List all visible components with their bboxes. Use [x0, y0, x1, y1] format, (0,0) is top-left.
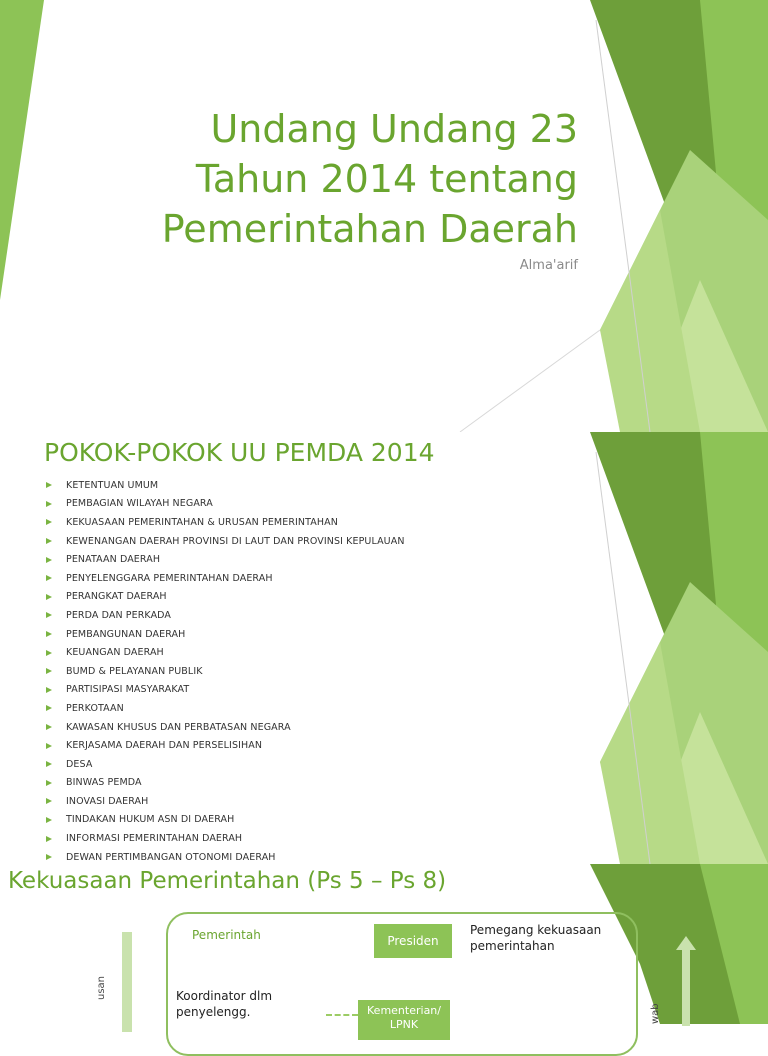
list-item	[46, 681, 405, 700]
vertical-bar	[122, 932, 132, 1032]
list-item-text: PERKOTAAN	[66, 702, 124, 714]
list-item-text: DEWAN PERTIMBANGAN OTONOMI DAERAH	[66, 851, 276, 863]
slide-title: POKOK-POKOK UU PEMDA 2014	[44, 438, 435, 467]
list-item-text: TINDAKAN HUKUM ASN DI DAERAH	[66, 814, 235, 826]
list-item-text: DESA	[66, 758, 93, 770]
box-line: Kementerian/	[367, 1004, 441, 1017]
topic-list	[46, 476, 405, 866]
bullet-arrow-icon	[46, 482, 52, 488]
list-item	[46, 811, 405, 830]
side-label-left: usan	[96, 975, 107, 1000]
bullet-arrow-icon	[46, 724, 52, 730]
bullet-arrow-icon	[46, 668, 52, 674]
list-item	[46, 792, 405, 811]
list-item	[46, 736, 405, 755]
list-item	[46, 829, 405, 848]
list-item-text: PERDA DAN PERKADA	[66, 609, 172, 621]
list-item	[46, 774, 405, 793]
note-line: penyelengg.	[176, 1005, 251, 1019]
presiden-box: Presiden	[374, 924, 452, 958]
bullet-arrow-icon	[46, 538, 52, 544]
list-item	[46, 532, 405, 551]
list-item	[46, 588, 405, 607]
list-item-text: KEKUASAAN PEMERINTAHAN & URUSAN PEMERINTAHAN	[66, 516, 338, 528]
list-item	[46, 569, 405, 588]
bullet-arrow-icon	[46, 798, 52, 804]
list-item-text: INOVASI DAERAH	[66, 795, 149, 807]
slide-kekuasaan	[0, 864, 768, 1031]
bullet-arrow-icon	[46, 817, 52, 823]
list-item	[46, 755, 405, 774]
list-item	[46, 643, 405, 662]
presentation-title	[162, 104, 578, 254]
bullet-arrow-icon	[46, 612, 52, 618]
note-line: pemerintahan	[470, 939, 555, 953]
bullet-arrow-icon	[46, 761, 52, 767]
list-item-text: PERANGKAT DAERAH	[66, 591, 167, 603]
kementerian-box	[358, 1000, 450, 1040]
pemerintah-label: Pemerintah	[192, 928, 261, 942]
slide-pokok-pokok	[0, 432, 768, 864]
list-item-text: KERJASAMA DAERAH DAN PERSELISIHAN	[66, 740, 263, 752]
bullet-arrow-icon	[46, 743, 52, 749]
slide-title	[0, 0, 768, 432]
list-item	[46, 718, 405, 737]
list-item-text: BUMD & PELAYANAN PUBLIK	[66, 665, 203, 677]
author-name: Alma'arif	[519, 258, 578, 273]
bullet-arrow-icon	[46, 650, 52, 656]
pemegang-note	[470, 922, 601, 954]
bullet-arrow-icon	[46, 687, 52, 693]
koordinator-note	[176, 988, 272, 1020]
note-line: Koordinator dlm	[176, 989, 273, 1003]
bullet-arrow-icon	[46, 557, 52, 563]
list-item-text: PARTISIPASI MASYARAKAT	[66, 684, 190, 696]
bullet-arrow-icon	[46, 519, 52, 525]
list-item-text: KEUANGAN DAERAH	[66, 647, 164, 659]
list-item	[46, 495, 405, 514]
note-line: Pemegang kekuasaan	[470, 923, 602, 937]
list-item	[46, 606, 405, 625]
list-item	[46, 699, 405, 718]
list-item	[46, 513, 405, 532]
list-item-text: PEMBAGIAN WILAYAH NEGARA	[66, 498, 213, 510]
title-line-3: Pemerintahan Daerah	[161, 207, 578, 251]
bullet-arrow-icon	[46, 575, 52, 581]
bullet-arrow-icon	[46, 705, 52, 711]
side-label-right: wab	[650, 1003, 661, 1024]
list-item	[46, 625, 405, 644]
title-line-2: Tahun 2014 tentang	[195, 157, 578, 201]
list-item-text: BINWAS PEMDA	[66, 777, 142, 789]
bullet-arrow-icon	[46, 501, 52, 507]
list-item	[46, 662, 405, 681]
bullet-arrow-icon	[46, 836, 52, 842]
bullet-arrow-icon	[46, 854, 52, 860]
title-line-1: Undang Undang 23	[210, 107, 578, 151]
bullet-arrow-icon	[46, 594, 52, 600]
bullet-arrow-icon	[46, 631, 52, 637]
arrow-up-icon	[676, 936, 696, 1026]
dashed-connector	[326, 1014, 358, 1016]
list-item-text: PENATAAN DAERAH	[66, 554, 161, 566]
list-item-text: PENYELENGGARA PEMERINTAHAN DAERAH	[66, 572, 273, 584]
bullet-arrow-icon	[46, 780, 52, 786]
list-item-text: KAWASAN KHUSUS DAN PERBATASAN NEGARA	[66, 721, 291, 733]
slide-title: Kekuasaan Pemerintahan (Ps 5 – Ps 8)	[8, 868, 447, 894]
list-item-text: INFORMASI PEMERINTAHAN DAERAH	[66, 833, 243, 845]
list-item-text: KETENTUAN UMUM	[66, 479, 159, 491]
list-item-text: KEWENANGAN DAERAH PROVINSI DI LAUT DAN PROVINSI KEPULAUAN	[66, 535, 405, 547]
list-item-text: PEMBANGUNAN DAERAH	[66, 628, 186, 640]
list-item	[46, 476, 405, 495]
list-item	[46, 550, 405, 569]
box-line: LPNK	[389, 1018, 419, 1031]
